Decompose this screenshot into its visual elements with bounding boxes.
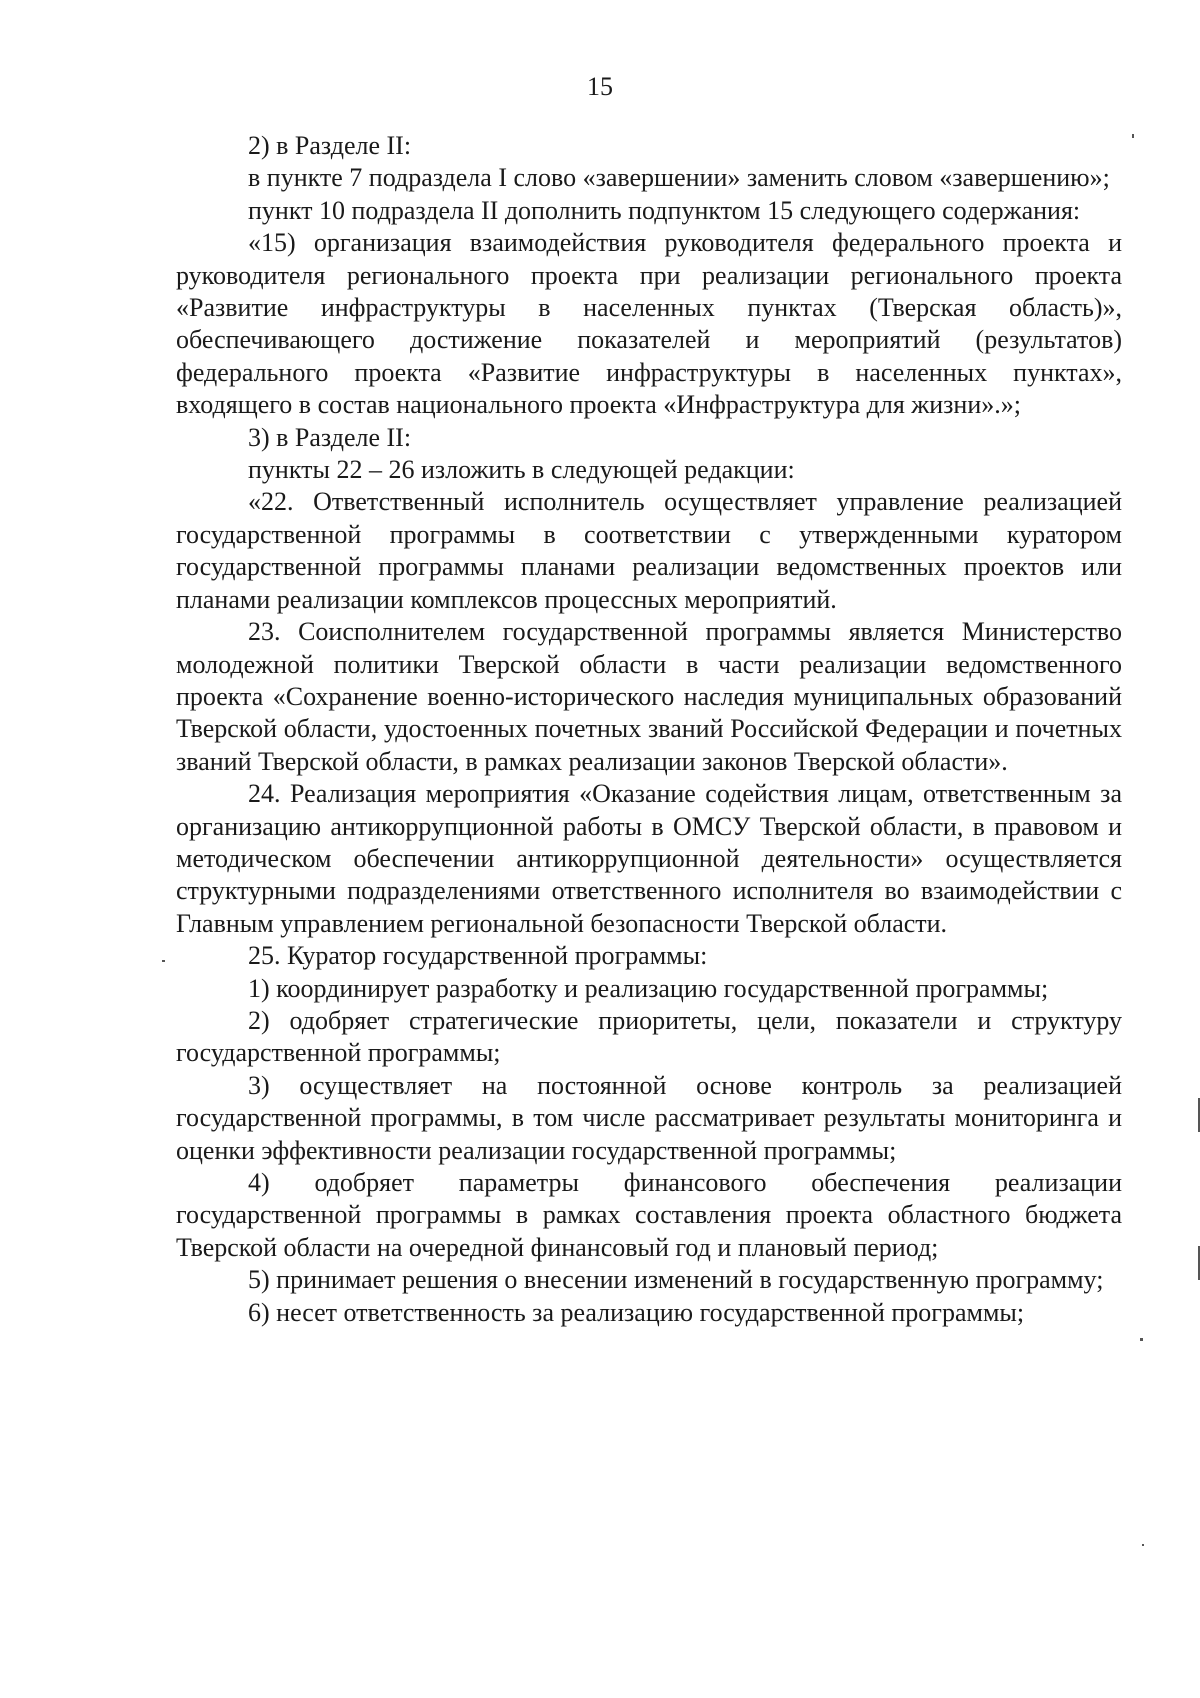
scan-mark: [1132, 134, 1134, 138]
page-number: 15: [587, 72, 613, 101]
paragraph: пункт 10 подраздела II дополнить подпунктом 15 следующего содержания:: [248, 195, 1081, 225]
paragraph: «22. Ответственный исполнитель осуществляет управление реализацией государственной программы в соответствии с утвержденными куратором государственной программы планами реализации ведомственных проектов или планами реализации комплексов процессных мероприятий.: [176, 487, 1122, 614]
paragraph: 2) в Разделе II:: [248, 131, 412, 160]
paragraph: 1) координирует разработку и реализацию государственной программы;: [248, 973, 1049, 1003]
paragraph: 6) несет ответственность за реализацию государственной программы;: [248, 1297, 1025, 1327]
scan-mark: [1142, 1544, 1144, 1546]
paragraph: 3) осуществляет на постоянной основе контроль за реализацией государственной программы, в том числе рассматривает результаты мониторинга и оценки эффективности реализации государственной программы;: [176, 1070, 1122, 1165]
paragraph: 3) в Разделе II:: [248, 422, 412, 452]
document-body: [176, 130, 1122, 1329]
paragraph: 23. Соисполнителем государственной программы является Министерство молодежной политики Тверской области в части реализации ведомственного проекта «Сохранение военно-исторического наследия муниципальных образований Тверской области, удостоенных почетных званий Российской Федерации и почетных званий Тверской области, в рамках реализации законов Тверской области».: [176, 617, 1122, 776]
scan-mark: [162, 960, 165, 962]
paragraph: в пункте 7 подраздела I слово «завершении» заменить словом «завершению»;: [248, 163, 1110, 193]
paragraph: 5) принимает решения о внесении изменений в государственную программу;: [248, 1265, 1104, 1295]
paragraph: 4) одобряет параметры финансового обеспечения реализации государственной программы в рамках составления проекта областного бюджета Тверской области на очередной финансовый год и плановый период;: [176, 1168, 1122, 1262]
paragraph: «15) организация взаимодействия руководителя федерального проекта и руководителя регионального проекта при реализации регионального проекта «Развитие инфраструктуры в населенных пунктах (Тверская область)», обеспечивающего достижение показателей и мероприятий (результатов) федерального проекта «Развитие инфраструктуры в населенных пунктах», входящего в состав национального проекта «Инфраструктура для жизни».»;: [176, 228, 1122, 420]
paragraph: 25. Куратор государственной программы:: [248, 941, 708, 971]
scan-mark: [1140, 1338, 1143, 1341]
paragraph: пункты 22 – 26 изложить в следующей редакции:: [248, 455, 795, 485]
paragraph: 24. Реализация мероприятия «Оказание содействия лицам, ответственным за организацию антикоррупционной работы в ОМСУ Тверской области, в правовом и методическом обеспечении антикоррупционной деятельности» осуществляется структурными подразделениями ответственного исполнителя во взаимодействии с Главным управлением региональной безопасности Тверской области.: [176, 779, 1122, 938]
paragraph: 2) одобряет стратегические приоритеты, цели, показатели и структуру государственной программы;: [176, 1005, 1122, 1068]
